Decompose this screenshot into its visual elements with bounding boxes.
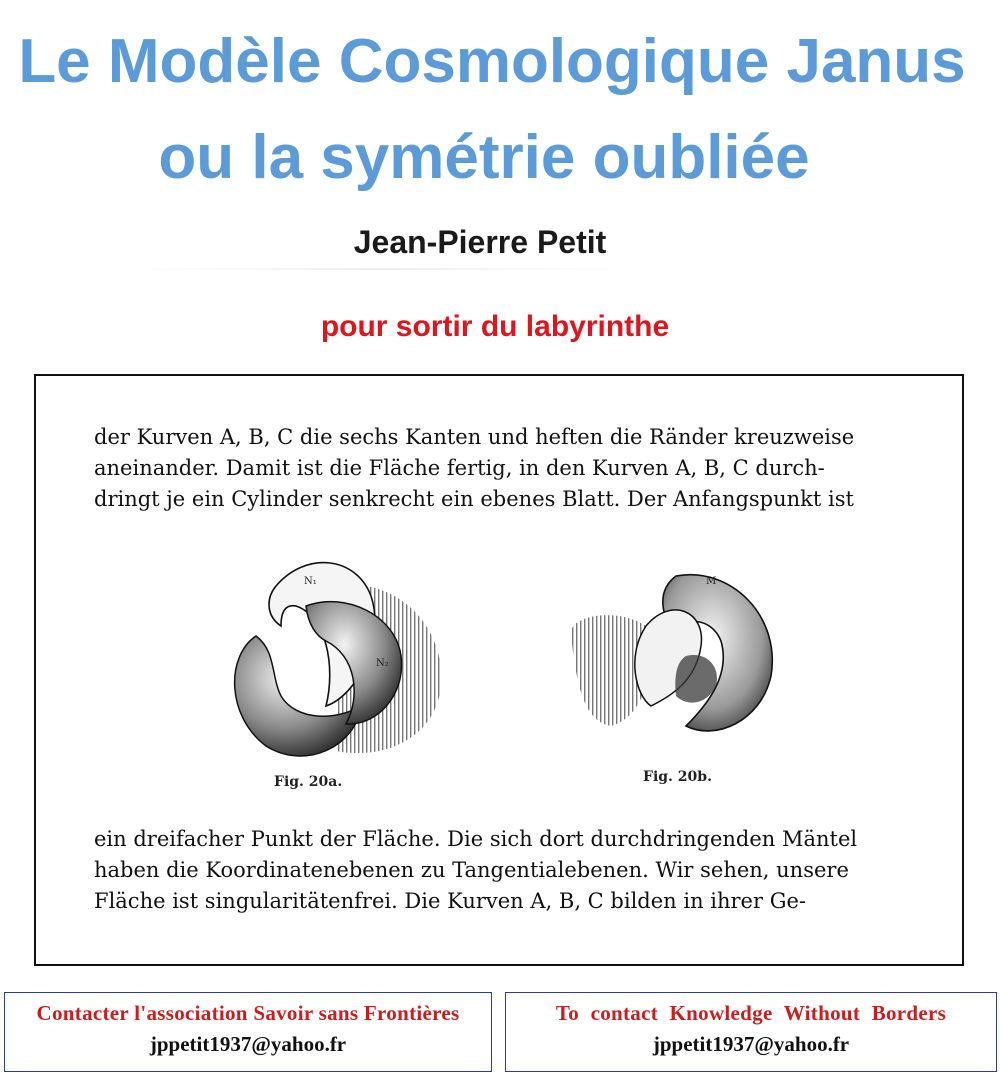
scan-line: haben die Koordinatenebenen zu Tangentialebenen. Wir sehen, unsere <box>94 858 849 882</box>
page-title-line-2: ou la symétrie oubliée <box>158 123 810 192</box>
contact-box-english[interactable] <box>505 992 997 1072</box>
scan-line: der Kurven A, B, C die sechs Kanten und heften die Ränder kreuzweise <box>94 425 855 449</box>
contact-email-french[interactable]: jppetit1937@yahoo.fr <box>149 1032 347 1056</box>
figure-b-caption: Fig. 20b. <box>643 769 712 785</box>
scan-line: ein dreifacher Punkt der Fläche. Die sich dort durchdringenden Mäntel <box>94 827 858 851</box>
author-name: Jean-Pierre Petit <box>353 224 607 260</box>
boy-surface-figure-a <box>186 546 456 776</box>
subtitle-link[interactable]: pour sortir du labyrinthe <box>320 310 670 343</box>
contact-box-french[interactable] <box>4 992 492 1072</box>
contact-label-french[interactable]: Contacter l'association Savoir sans Frontières <box>36 1001 460 1025</box>
contact-label-english[interactable]: To contact Knowledge Without Borders <box>555 1001 947 1025</box>
scanned-book-excerpt <box>34 374 964 966</box>
scan-line: aneinander. Damit ist die Fläche fertig, in den Kurven A, B, C durch- <box>94 456 825 480</box>
figure-a-caption: Fig. 20a. <box>274 774 343 790</box>
contact-email-english[interactable]: jppetit1937@yahoo.fr <box>652 1032 850 1056</box>
svg-text:N₁: N₁ <box>304 576 317 587</box>
boy-surface-figure-b <box>556 556 796 756</box>
author-divider <box>130 268 630 270</box>
svg-text:M: M <box>706 576 717 587</box>
scan-text-bottom <box>94 824 904 917</box>
scan-text-top <box>94 422 904 515</box>
page-title-line-1: Le Modèle Cosmologique Janus <box>18 27 966 96</box>
scan-line: dringt je ein Cylinder senkrecht ein ebenes Blatt. Der Anfangspunkt ist <box>94 487 854 511</box>
svg-text:N₂: N₂ <box>376 658 389 669</box>
scan-line: Fläche ist singularitätenfrei. Die Kurven A, B, C bilden in ihrer Ge- <box>94 889 807 913</box>
